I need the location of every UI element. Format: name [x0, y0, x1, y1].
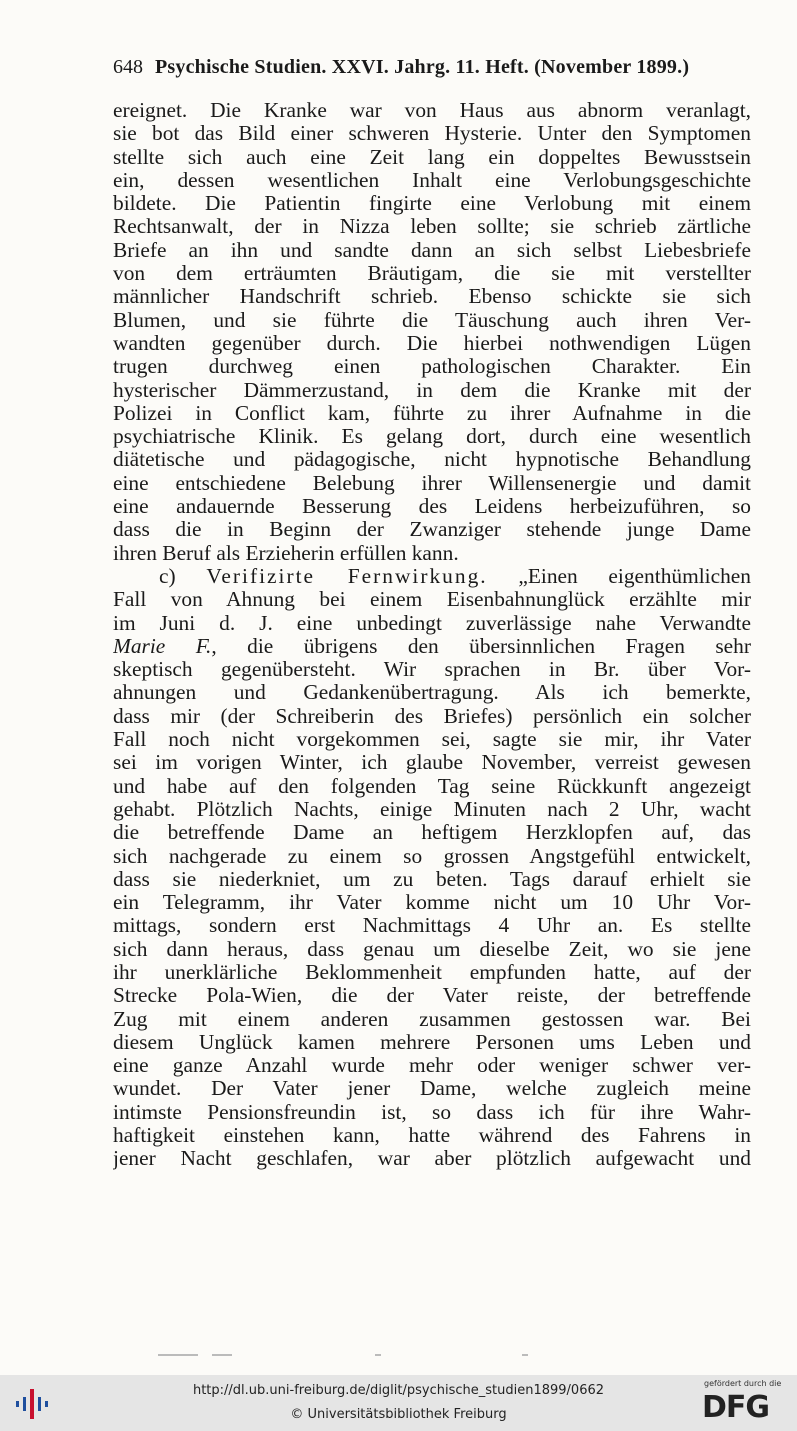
scan-mark [375, 1354, 381, 1356]
section-label: c) [159, 564, 176, 588]
text-line: von dem erträumten Bräutigam, die sie mit verstellter [113, 262, 751, 286]
text-line: die betreffende Dame an heftigem Herzklopfen auf, das [113, 821, 751, 845]
text-line: ihren Beruf als Erzieherin erfüllen kann. [113, 541, 459, 565]
scan-mark [158, 1354, 198, 1356]
scan-artifact-marks [150, 1354, 550, 1358]
text-line: dass mir (der Schreiberin des Briefes) persönlich ein solcher [113, 704, 751, 728]
scan-mark [522, 1354, 528, 1356]
text-line: bildete. Die Patientin fingirte eine Verlobung mit einem [113, 192, 751, 216]
text-line: ein, dessen wesentlichen Inhalt eine Verlobungsgeschichte [113, 168, 751, 192]
text-line: eine ganze Anzahl wurde mehr oder weniger schwer ver- [113, 1054, 751, 1078]
text-line: Rechtsanwalt, der in Nizza leben sollte; sie schrieb zärtliche [113, 215, 751, 239]
text-line: ihr unerklärliche Beklommenheit empfunden hatte, auf der [113, 960, 751, 984]
text-line: diesem Unglück kamen mehrere Personen ums Leben und [113, 1030, 751, 1054]
page-number: 648 [113, 56, 143, 78]
text-line: Zug mit einem anderen zusammen gestossen war. Bei [113, 1007, 751, 1031]
text-line: Briefe an ihn und sandte dann an sich selbst Liebesbriefe [113, 238, 751, 262]
text-line: skeptisch gegenübersteht. Wir sprachen in Br. über Vor- [113, 658, 751, 682]
text-line: ereignet. Die Kranke war von Haus aus abnorm veranlagt, [113, 99, 751, 122]
text-line: jener Nacht geschlafen, war aber plötzlich aufgewacht und [113, 1147, 751, 1171]
section-first-line-rest: „Einen eigenthümlichen [518, 564, 751, 588]
text-line: sie bot das Bild einer schweren Hysterie. Unter den Symptomen [113, 122, 751, 146]
text-line: im Juni d. J. eine unbedingt zuverlässige nahe Verwandte [113, 611, 751, 635]
text-line: intimste Pensionsfreundin ist, so dass ich für ihre Wahr- [113, 1100, 751, 1124]
dfg-tagline: gefördert durch die [704, 1379, 782, 1388]
text-line: wundet. Der Vater jener Dame, welche zugleich meine [113, 1077, 751, 1101]
text-line: eine andauernde Besserung des Leidens herbeizuführen, so [113, 495, 751, 519]
dfg-logo [700, 1379, 790, 1427]
text-line: sich nachgerade zu einem so grossen Angstgefühl entwickelt, [113, 844, 751, 868]
text-line: psychiatrische Klinik. Es gelang dort, durch eine wesentlich [113, 425, 751, 449]
text-line: dass die in Beginn der Zwanziger stehende junge Dame [113, 518, 751, 542]
running-header [113, 56, 751, 79]
viewer-footer [0, 1375, 797, 1431]
text-line: und habe auf den folgenden Tag seine Rückkunft angezeigt [113, 774, 751, 798]
text-line: Strecke Pola-Wien, die der Vater reiste, der betreffende [113, 984, 751, 1008]
text-line: Fall von Ahnung bei einem Eisenbahnunglück erzählte mir [113, 588, 751, 612]
section-heading: Verifizirte Fernwirkung. [206, 564, 488, 588]
text-line: hysterischer Dämmerzustand, in dem die Kranke mit der [113, 378, 751, 402]
text-line-with-name [113, 635, 751, 658]
text-line: wandten gegenüber durch. Die hierbei nothwendigen Lügen [113, 331, 751, 355]
body-text [113, 99, 751, 1171]
text-line: dass sie niederkniet, um zu beten. Tags darauf erhielt sie [113, 867, 751, 891]
text-line: diätetische und pädagogische, nicht hypnotische Behandlung [113, 448, 751, 472]
text-line: ahnungen und Gedankenübertragung. Als ich bemerkte, [113, 681, 751, 705]
text-line: mittags, sondern erst Nachmittags 4 Uhr an. Es stellte [113, 914, 751, 938]
text-line: ein Telegramm, ihr Vater komme nicht um 10 Uhr Vor- [113, 891, 751, 915]
text-line: eine entschiedene Belebung ihrer Willensenergie und damit [113, 471, 751, 495]
text-line: trugen durchweg einen pathologischen Charakter. Ein [113, 355, 751, 379]
document-url[interactable]: http://dl.ub.uni-freiburg.de/diglit/psychische_studien1899/0662 [192, 1383, 605, 1398]
name-line-rest: , die übrigens den übersinnlichen Fragen sehr [211, 634, 751, 658]
text-line: Polizei in Conflict kam, führte zu ihrer Aufnahme in die [113, 401, 751, 425]
section-heading-line [113, 565, 751, 588]
text-line: gehabt. Plötzlich Nachts, einige Minuten nach 2 Uhr, wacht [113, 797, 751, 821]
text-line: männlicher Handschrift schrieb. Ebenso schickte sie sich [113, 285, 751, 309]
text-line: Fall noch nicht vorgekommen sei, sagte sie mir, ihr Vater [113, 728, 751, 752]
text-line: sei im vorigen Winter, ich glaube November, verreist gewesen [113, 751, 751, 775]
dfg-wordmark: DFG [702, 1390, 770, 1425]
text-line: Blumen, und sie führte die Täuschung auch ihren Ver- [113, 308, 751, 332]
copyright-text: © Universitätsbibliothek Freiburg [290, 1407, 507, 1422]
scan-mark [212, 1354, 232, 1356]
italic-name: Marie F. [113, 634, 212, 658]
text-line: stellte sich auch eine Zeit lang ein doppeltes Bewusstsein [113, 145, 751, 169]
text-line: sich dann heraus, dass genau um dieselbe Zeit, wo sie jene [113, 937, 751, 961]
text-line: haftigkeit einstehen kann, hatte während des Fahrens in [113, 1124, 751, 1148]
running-title: Psychische Studien. XXVI. Jahrg. 11. Heft. (November 1899.) [155, 56, 690, 78]
